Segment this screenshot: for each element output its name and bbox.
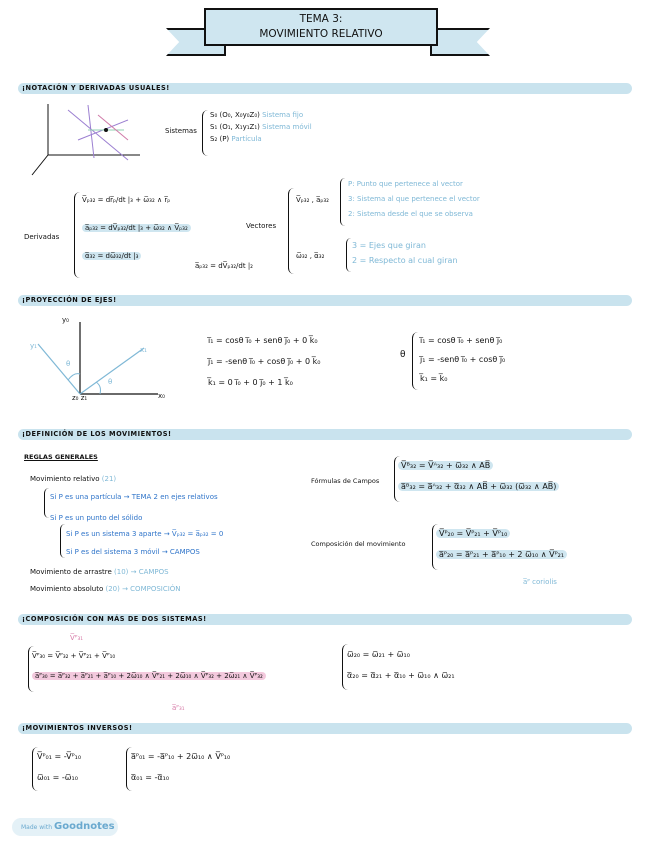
regla-solido-brace <box>60 524 65 558</box>
vector-desc-line: 2: Sistema desde el que se observa <box>348 210 473 218</box>
derivadas-label: Derivadas <box>24 233 60 241</box>
sistema-row <box>210 123 312 131</box>
vectores-label: Vectores <box>246 222 277 230</box>
regla-text: Movimiento absoluto <box>30 585 104 593</box>
axis-label-x0: x₀ <box>158 392 165 400</box>
regla-text: Movimiento de arrastre <box>30 568 112 576</box>
projection-eqs-right <box>420 336 505 383</box>
axis-label-y1: y₁ <box>30 342 37 350</box>
comp-eqs <box>436 529 567 559</box>
vectores-top-desc <box>348 180 480 218</box>
composicion-label-above: V̅ᴾ₃₁ <box>70 634 84 642</box>
derivada-eq <box>82 252 191 260</box>
title-banner <box>204 8 438 46</box>
vector-desc-line: 3 = Ejes que giran <box>352 241 426 250</box>
regla-extra: (20) → COMPOSICIÓN <box>105 585 181 593</box>
composicion-eq: V̅ᴾ₃₀ = V̅ᴾ₃₂ + V̅ᴾ₂₁ + V̅ᴾ₁₀ <box>32 652 116 660</box>
vectores-bottom-brace <box>346 238 351 272</box>
theta-label-2: θ <box>108 378 113 386</box>
comp-eq <box>436 529 567 538</box>
campos-label: Fórmulas de Campos <box>311 477 380 485</box>
projection-eq: i̅₁ = cosθ i̅₀ + senθ j̅₀ <box>420 336 503 345</box>
vectores-top: V̅ₚ₃₂ , a̅ₚ₃₂ <box>296 196 329 204</box>
comp-eq <box>436 550 567 559</box>
sistema-def: S₀ (O₀, X₀y₀Z₀) <box>210 111 260 119</box>
regla-relativo-brace <box>44 488 49 518</box>
comp-label: Composición del movimiento <box>311 540 406 548</box>
goodnotes-brand: Goodnotes <box>54 821 115 832</box>
regla-extra: (21) <box>101 475 117 483</box>
composicion-eq: α̅₂₀ = α̅₂₁ + α̅₁₀ + ω̅₁₀ ∧ ω̅₂₁ <box>347 671 455 680</box>
regla-item <box>30 568 169 576</box>
made-with-label: Made with <box>21 824 52 831</box>
sistema-desc: Sistema móvil <box>262 123 312 131</box>
axis-label-y0: y₀ <box>62 316 69 324</box>
vectores-bottom: ω̅₃₂ , α̅₃₂ <box>296 252 325 260</box>
derivada-extra-eq: a̅ₚ₃₂ = dV̅ₚ₃₂/dt |₂ <box>195 262 253 270</box>
derivada-eq: V̅ₚ₃₂ = dr̅ₚ/dt |₃ + ω̅₃₂ ∧ r̅ₚ <box>82 196 171 204</box>
derivada-eq-highlight: α̅₃₂ = dω̅₃₂/dt |₃ <box>82 252 141 260</box>
regla-item: Si P es un sistema 3 aparte → V̅ₚ₃₂ = a̅ₚ₃₂ = 0 <box>66 530 224 538</box>
derivadas-brace <box>74 192 80 278</box>
sistema-row <box>210 111 312 119</box>
sistema-desc: Sistema fijo <box>262 111 304 119</box>
axis-label-z: z₀ z₁ <box>72 394 88 402</box>
sistemas-list <box>210 111 312 143</box>
axis-label-x1: x₁ <box>140 346 147 354</box>
theta-brace-label: θ <box>400 350 406 360</box>
comp-eq-highlight: V̅ᴾ₂₀ = V̅ᴾ₂₁ + V̅ᴾ₁₀ <box>436 529 510 538</box>
coriolis-label: a̅ᴾ coriolis <box>523 578 557 586</box>
vectores-bottom-desc <box>352 241 458 265</box>
3d-axes-diagram <box>28 100 158 180</box>
comp-eq-highlight: a̅ᴾ₂₀ = a̅ᴾ₂₁ + a̅ᴾ₁₀ + 2 ω̅₁₀ ∧ V̅ᴾ₂₁ <box>436 550 567 559</box>
banner-ribbon-right <box>430 28 490 56</box>
sistema-def: S₁ (O₁, X₁y₁Z₁) <box>210 123 260 131</box>
inverso-eq: ω̅₀₁ = -ω̅₁₀ <box>37 773 78 782</box>
inversos-eqs-right <box>131 752 230 782</box>
projection-eq: j̅₁ = -senθ i̅₀ + cosθ j̅₀ <box>420 355 506 364</box>
vector-desc-line: 3: Sistema al que pertenece el vector <box>348 195 480 203</box>
campos-eqs <box>398 461 559 491</box>
projection-eqs-left <box>208 336 321 387</box>
composicion-eq: ω̅₂₀ = ω̅₂₁ + ω̅₁₀ <box>347 650 410 659</box>
projection-eq: k̅₁ = 0 i̅₀ + 0 j̅₀ + 1 k̅₀ <box>208 378 293 387</box>
derivada-eq-highlight: a̅ₚ₃₂ = dV̅ₚ₃₂/dt |₃ + ω̅₃₂ ∧ V̅ₚ₃₂ <box>82 224 191 232</box>
vector-desc-line: 2 = Respecto al cual giran <box>352 256 458 265</box>
section-title-notacion: ¡NOTACIÓN Y DERIVADAS USUALES! <box>22 84 170 92</box>
vector-desc-line: P: Punto que pertenece al vector <box>348 180 463 188</box>
composicion-eq-highlight: a̅ᴾ₃₀ = a̅ᴾ₃₂ + a̅ᴾ₂₁ + a̅ᴾ₁₀ + 2ω̅₁₀ ∧ V̅ᴾ₂₁ + 2ω̅₁₀ ∧ V̅ᴾ₃₂ + 2ω̅₂₁ ∧ V̅ᴾ₃₂ <box>32 672 266 680</box>
regla-item <box>30 475 116 483</box>
regla-item: Si P es una partícula → TEMA 2 en ejes relativos <box>50 493 218 501</box>
section-title-inversos: ¡MOVIMIENTOS INVERSOS! <box>22 724 133 732</box>
projection-eq: j̅₁ = -senθ i̅₀ + cosθ j̅₀ + 0 k̅₀ <box>208 357 321 366</box>
projection-eq: i̅₁ = cosθ i̅₀ + senθ j̅₀ + 0 k̅₀ <box>208 336 318 345</box>
section-title-proyeccion: ¡PROYECCIÓN DE EJES! <box>22 296 117 304</box>
inverso-eq: α̅₀₁ = -α̅₁₀ <box>131 773 170 782</box>
composicion-eqs-left <box>32 652 266 680</box>
sistemas-label: Sistemas <box>165 127 197 135</box>
sistema-desc: Partícula <box>231 135 262 143</box>
derivadas-list <box>82 196 191 260</box>
regla-item: Si P es un punto del sólido <box>50 514 143 522</box>
title-line-1: TEMA 3: <box>299 13 343 25</box>
reglas-generales-heading: REGLAS GENERALES <box>24 453 98 461</box>
inverso-eq: a̅ᴾ₀₁ = -a̅ᴾ₁₀ + 2ω̅₁₀ ∧ V̅ᴾ₁₀ <box>131 752 231 761</box>
regla-item <box>30 585 181 593</box>
composicion-label-below: a̅ᴾ₃₁ <box>172 704 185 712</box>
theta-label-1: θ <box>66 360 71 368</box>
campo-eq <box>398 461 559 470</box>
inversos-eqs-left <box>37 752 81 782</box>
regla-extra: (10) → CAMPOS <box>114 568 169 576</box>
regla-item: Si P es del sistema 3 móvil → CAMPOS <box>66 548 200 556</box>
sistema-row <box>210 135 312 143</box>
vectores-brace <box>288 188 294 274</box>
section-title-composicion: ¡COMPOSICIÓN CON MÁS DE DOS SISTEMAS! <box>22 615 207 623</box>
projection-eq: k̅₁ = k̅₀ <box>420 374 448 383</box>
derivada-eq <box>82 224 191 252</box>
regla-text: Movimiento relativo <box>30 475 100 483</box>
campo-eq-highlight: a̅ᴮ₃₂ = a̅ᴬ₃₂ + α̅₃₂ ∧ AB̅ + ω̅₃₂ (ω̅₃₂ ∧ AB̅) <box>398 482 559 491</box>
sistema-def: S₂ (P) <box>210 135 230 143</box>
title-line-2: MOVIMIENTO RELATIVO <box>259 28 383 40</box>
inverso-eq: V̅ᴾ₀₁ = -V̅ᴾ₁₀ <box>37 752 82 761</box>
section-title-definicion: ¡DEFINICIÓN DE LOS MOVIMIENTOS! <box>22 430 172 438</box>
goodnotes-badge[interactable] <box>12 818 118 836</box>
projection-brace <box>412 332 418 390</box>
campo-eq-highlight: V̅ᴮ₃₂ = V̅ᴬ₃₂ + ω̅₃₂ ∧ AB̅ <box>398 461 493 470</box>
campo-eq <box>398 482 559 491</box>
composicion-eq <box>32 672 266 680</box>
composicion-eqs-right <box>347 650 455 680</box>
sistemas-brace <box>202 110 208 156</box>
vectores-top-brace <box>340 178 345 226</box>
